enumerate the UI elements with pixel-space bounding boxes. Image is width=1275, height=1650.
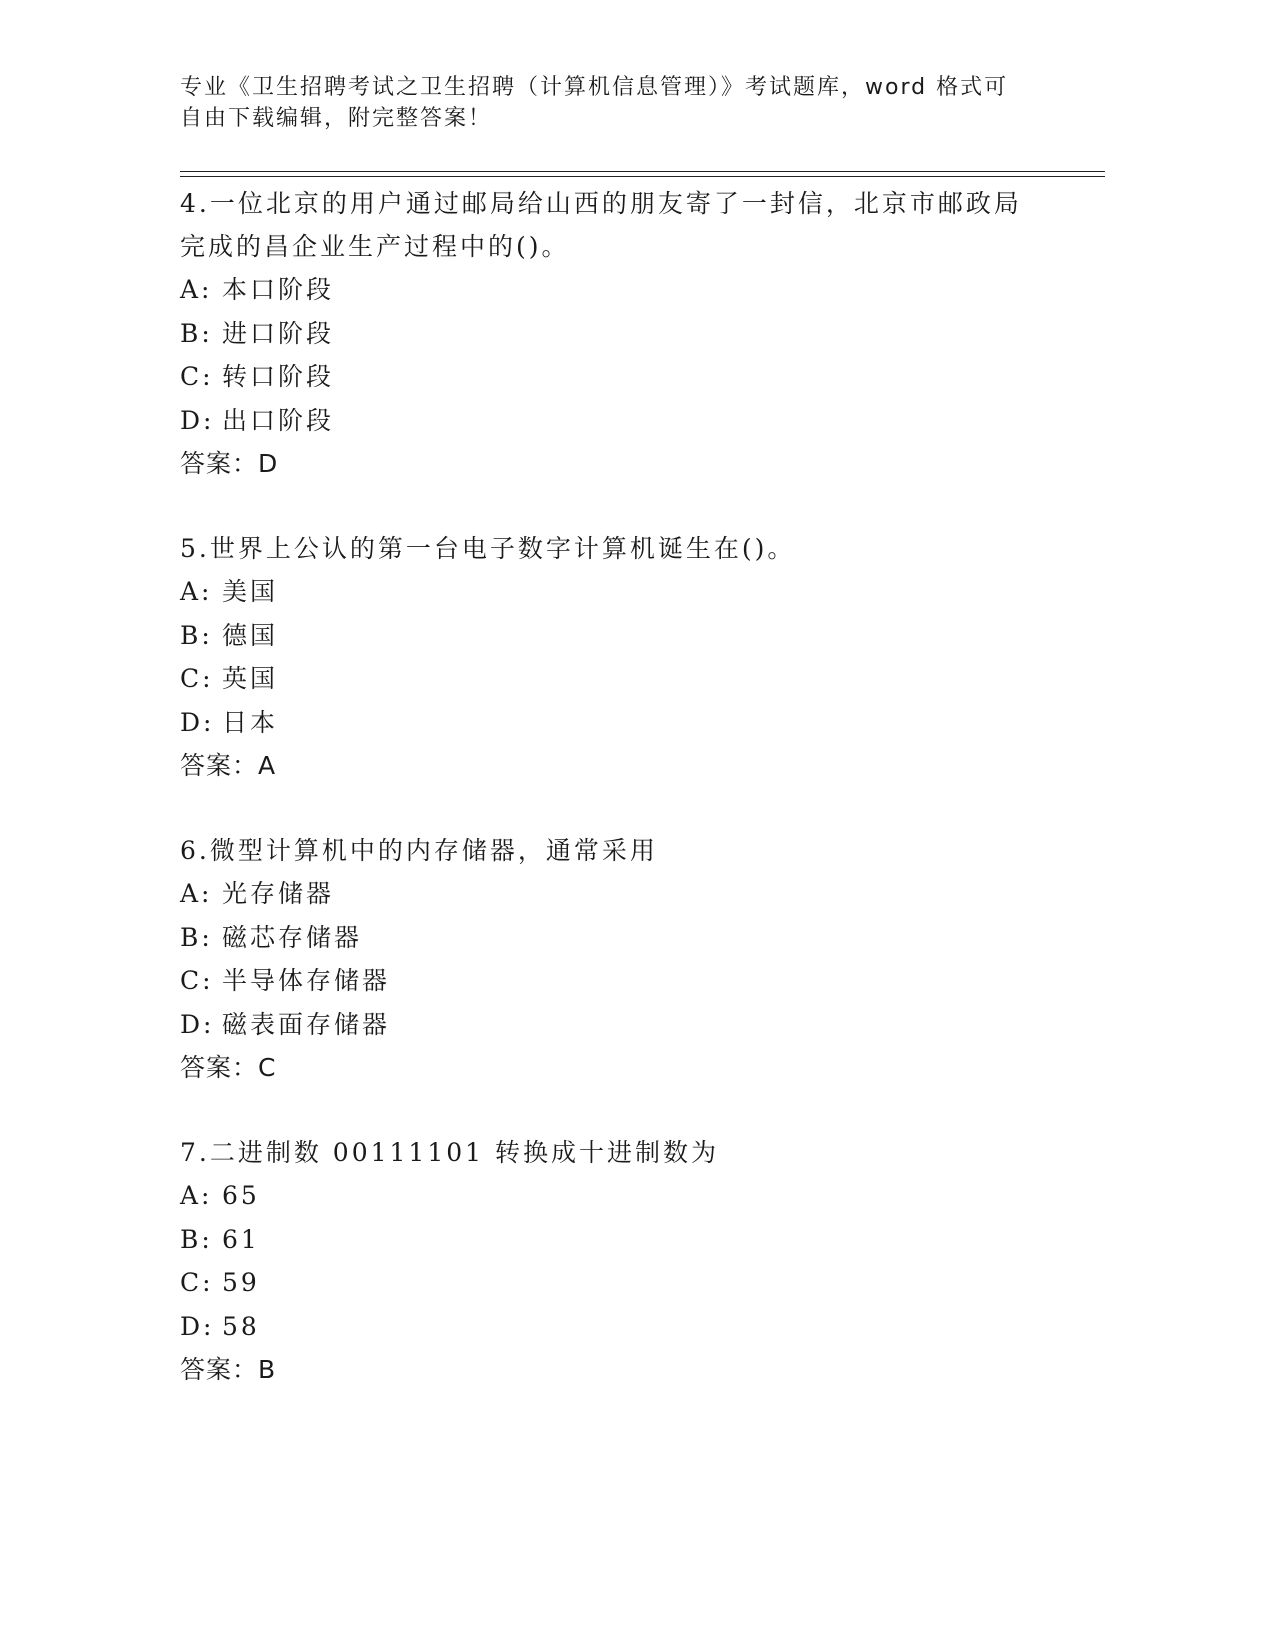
option-c xyxy=(180,1261,1040,1305)
option-d xyxy=(180,399,1040,443)
option-letter: A: xyxy=(180,879,213,908)
answer-line: 答案：C xyxy=(180,1053,277,1082)
option-letter: A: xyxy=(180,1181,213,1210)
option-letter: A: xyxy=(180,275,213,304)
option-text: 65 xyxy=(222,1181,260,1210)
option-d xyxy=(180,1305,1040,1349)
option-letter: B: xyxy=(180,318,213,348)
option-d xyxy=(180,701,1040,745)
document-header: 专业《卫生招聘考试之卫生招聘（计算机信息管理）》考试题库，word 格式可自由下载编辑，附完整答案！ xyxy=(180,75,1009,131)
option-b xyxy=(180,1218,1040,1262)
option-c xyxy=(180,959,1040,1003)
option-text: 磁芯存储器 xyxy=(222,922,363,952)
question-list xyxy=(180,182,1040,1433)
option-b xyxy=(180,312,1040,356)
option-text: 半导体存储器 xyxy=(222,966,391,995)
option-c xyxy=(180,657,1040,701)
header-divider-top xyxy=(180,171,1105,172)
option-text: 磁表面存储器 xyxy=(222,1009,391,1039)
option-text: 59 xyxy=(222,1268,260,1297)
answer-line: 答案：A xyxy=(180,751,277,780)
option-d xyxy=(180,1003,1040,1047)
option-text: 光存储器 xyxy=(222,879,335,908)
option-letter: C: xyxy=(180,664,214,693)
option-text: 进口阶段 xyxy=(222,318,335,348)
option-letter: C: xyxy=(180,1268,214,1297)
option-a xyxy=(180,1174,1040,1218)
option-text: 日本 xyxy=(222,707,279,737)
question-item xyxy=(180,829,1040,1090)
option-text: 英国 xyxy=(222,664,279,693)
option-letter: A: xyxy=(180,577,213,606)
option-text: 转口阶段 xyxy=(222,362,335,391)
question-stem: 4.一位北京的用户通过邮局给山西的朋友寄了一封信，北京市邮政局完成的昌企业生产过程中的()。 xyxy=(180,189,1022,261)
option-letter: D: xyxy=(180,1311,215,1341)
option-text: 61 xyxy=(222,1224,260,1254)
header-divider-bottom xyxy=(180,176,1105,177)
option-a xyxy=(180,872,1040,916)
question-item xyxy=(180,1131,1040,1392)
option-a xyxy=(180,268,1040,312)
option-text: 本口阶段 xyxy=(222,275,335,304)
option-text: 美国 xyxy=(222,577,279,606)
option-letter: C: xyxy=(180,966,214,995)
option-b xyxy=(180,916,1040,960)
option-letter: B: xyxy=(180,922,213,952)
answer-line: 答案：D xyxy=(180,449,279,478)
option-b xyxy=(180,614,1040,658)
option-letter: C: xyxy=(180,362,214,391)
option-c xyxy=(180,355,1040,399)
option-text: 58 xyxy=(222,1311,260,1341)
question-stem: 5.世界上公认的第一台电子数字计算机诞生在()。 xyxy=(180,534,796,563)
question-item xyxy=(180,527,1040,788)
option-letter: D: xyxy=(180,405,215,435)
option-letter: D: xyxy=(180,1009,215,1039)
option-letter: B: xyxy=(180,620,213,650)
option-text: 德国 xyxy=(222,620,279,650)
question-stem: 7.二进制数 00111101 转换成十进制数为 xyxy=(180,1138,719,1167)
question-item xyxy=(180,182,1040,486)
answer-line: 答案：B xyxy=(180,1355,277,1384)
option-letter: B: xyxy=(180,1224,213,1254)
option-letter: D: xyxy=(180,707,215,737)
option-a xyxy=(180,570,1040,614)
option-text: 出口阶段 xyxy=(222,405,335,435)
question-stem: 6.微型计算机中的内存储器，通常采用 xyxy=(180,836,658,865)
